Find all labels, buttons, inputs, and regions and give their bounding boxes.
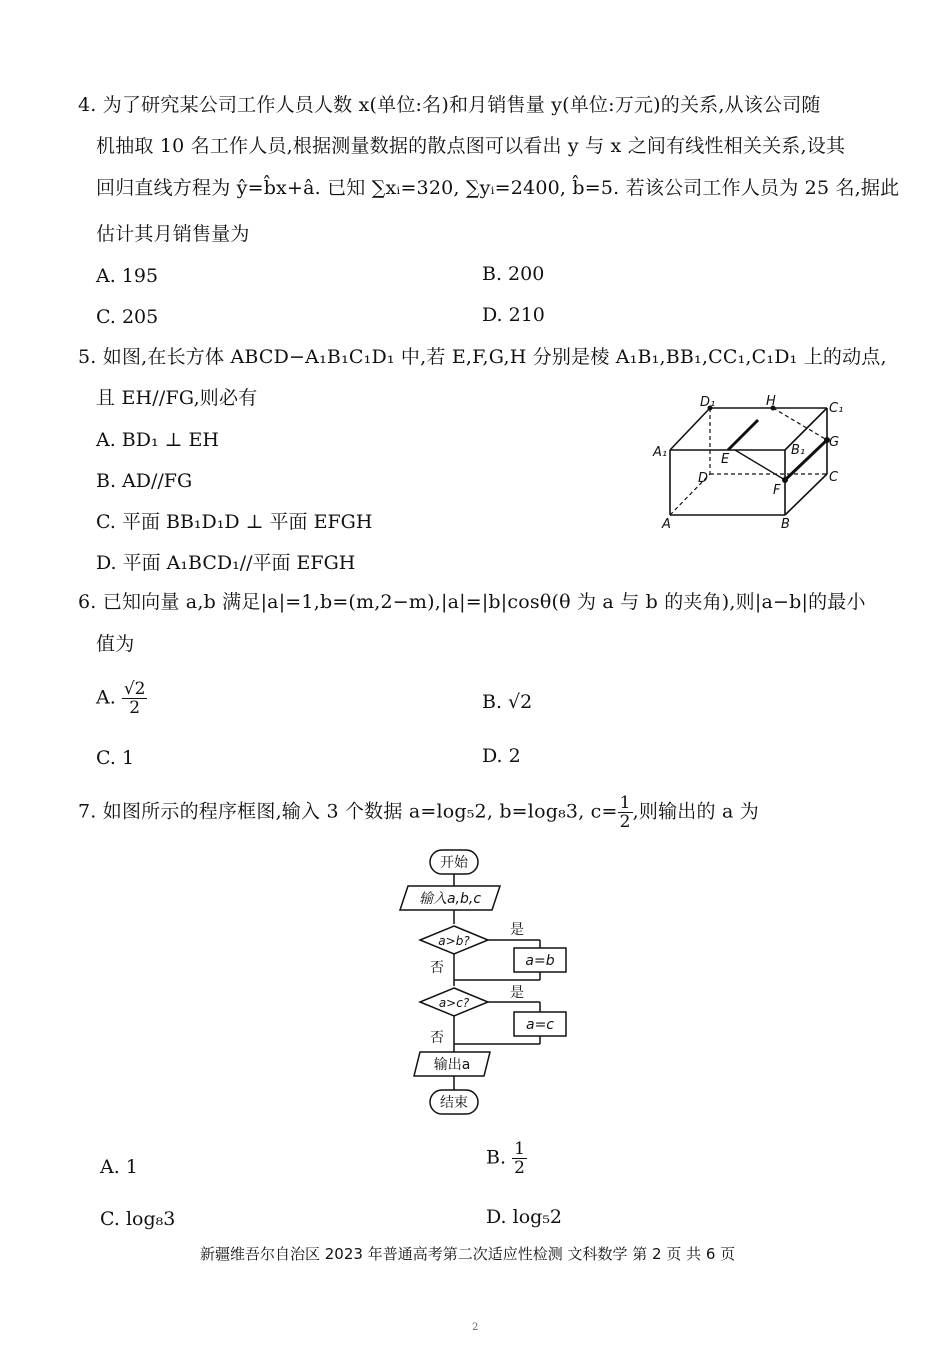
- q6-option-a-numerator: √2: [123, 679, 146, 699]
- q6-line-2: 值为: [96, 633, 135, 655]
- q7-option-b-fraction: [512, 1140, 527, 1177]
- q4-option-c: C. 205: [96, 306, 159, 328]
- q7-option-b-numerator: 1: [514, 1139, 525, 1159]
- label-a1: A₁: [653, 445, 668, 460]
- q7-text-before: 7. 如图所示的程序框图,输入 3 个数据 a=log₅2, b=log₈3, c=: [78, 800, 618, 823]
- flow-start-label: 开始: [440, 855, 468, 871]
- label-e: E: [721, 452, 730, 467]
- flow-no2-label: 否: [430, 1030, 444, 1046]
- flow-assign1-label: a=b: [525, 953, 555, 969]
- label-h: H: [766, 394, 776, 409]
- q4-line-1: 4. 为了研究某公司工作人员人数 x(单位:名)和月销售量 y(单位:万元)的关系,从该公司随: [78, 94, 821, 116]
- label-c1: C₁: [829, 401, 844, 416]
- q6-option-c: C. 1: [96, 747, 135, 769]
- q7-option-a: A. 1: [100, 1156, 138, 1178]
- label-f: F: [773, 483, 781, 498]
- flow-yes2-label: 是: [510, 985, 524, 1001]
- label-d1: D₁: [700, 395, 716, 410]
- q5-line-2: 且 EH//FG,则必有: [96, 387, 258, 409]
- flow-cond1-label: a>b?: [438, 934, 470, 948]
- label-d: D: [698, 471, 709, 486]
- q5-option-b: B. AD//FG: [96, 470, 193, 492]
- q6-line-1: 6. 已知向量 a,b 满足|a|=1,b=(m,2−m),|a|=|b|cosθ(θ 为 a 与 b 的夹角),则|a−b|的最小: [78, 591, 866, 613]
- q6-option-b: B. √2: [482, 691, 533, 713]
- q7-c-denominator: 2: [619, 812, 631, 832]
- q7-text-after: ,则输出的 a 为: [632, 800, 759, 823]
- label-c: C: [829, 470, 839, 485]
- q7-option-d: D. log₅2: [486, 1206, 563, 1228]
- flowchart: [390, 845, 580, 1120]
- flow-end-label: 结束: [440, 1095, 468, 1111]
- flow-no1-label: 否: [430, 960, 444, 976]
- q6-option-d: D. 2: [482, 745, 521, 767]
- q4-line-2: 机抽取 10 名工作人员,根据测量数据的散点图可以看出 y 与 x 之间有线性相关关系,设其: [96, 135, 846, 157]
- q5-option-d: D. 平面 A₁BCD₁//平面 EFGH: [96, 552, 356, 574]
- q6-option-a-fraction: [122, 680, 148, 717]
- cuboid-figure: [645, 388, 855, 533]
- q4-line-3: 回归直线方程为 ŷ=b̂x+â. 已知 ∑xᵢ=320, ∑yᵢ=2400, b̂=5. 若该公司工作人员为 25 名,据此: [96, 177, 900, 199]
- q7-option-b: [486, 1140, 527, 1177]
- q5-line-1: 5. 如图,在长方体 ABCD−A₁B₁C₁D₁ 中,若 E,F,G,H 分别是棱 A₁B₁,BB₁,CC₁,C₁D₁ 上的动点,: [78, 346, 887, 368]
- q7-c-fraction: [618, 794, 633, 831]
- flow-yes1-label: 是: [510, 922, 524, 938]
- label-g: G: [829, 435, 840, 450]
- page-footer: 新疆维吾尔自治区 2023 年普通高考第二次适应性检测 文科数学 第 2 页 共 6 页: [200, 1245, 736, 1263]
- q4-option-a: A. 195: [96, 265, 159, 287]
- q7-c-numerator: 1: [619, 793, 631, 813]
- q6-option-a-prefix: A.: [96, 686, 116, 709]
- q4-line-4: 估计其月销售量为: [96, 223, 250, 245]
- flow-output-label: 输出a: [433, 1057, 471, 1073]
- q6-option-a-denominator: 2: [129, 698, 141, 718]
- q5-option-c: C. 平面 BB₁D₁D ⊥ 平面 EFGH: [96, 511, 373, 533]
- q7-option-b-prefix: B.: [486, 1146, 507, 1169]
- q7-line-1: [78, 794, 759, 831]
- q5-option-a: A. BD₁ ⊥ EH: [96, 429, 219, 451]
- flow-cond2-label: a>c?: [438, 996, 470, 1010]
- q7-option-b-denominator: 2: [514, 1158, 525, 1178]
- q6-option-a: [96, 680, 147, 717]
- q4-option-d: D. 210: [482, 304, 545, 326]
- flow-assign2-label: a=c: [525, 1017, 555, 1033]
- q7-option-c: C. log₈3: [100, 1208, 176, 1230]
- label-b1: B₁: [791, 443, 806, 458]
- label-a: A: [662, 517, 671, 532]
- label-b: B: [781, 517, 790, 532]
- flow-input-label: 输入a,b,c: [418, 891, 482, 907]
- q4-option-b: B. 200: [482, 263, 545, 285]
- page-number: 2: [472, 1322, 479, 1333]
